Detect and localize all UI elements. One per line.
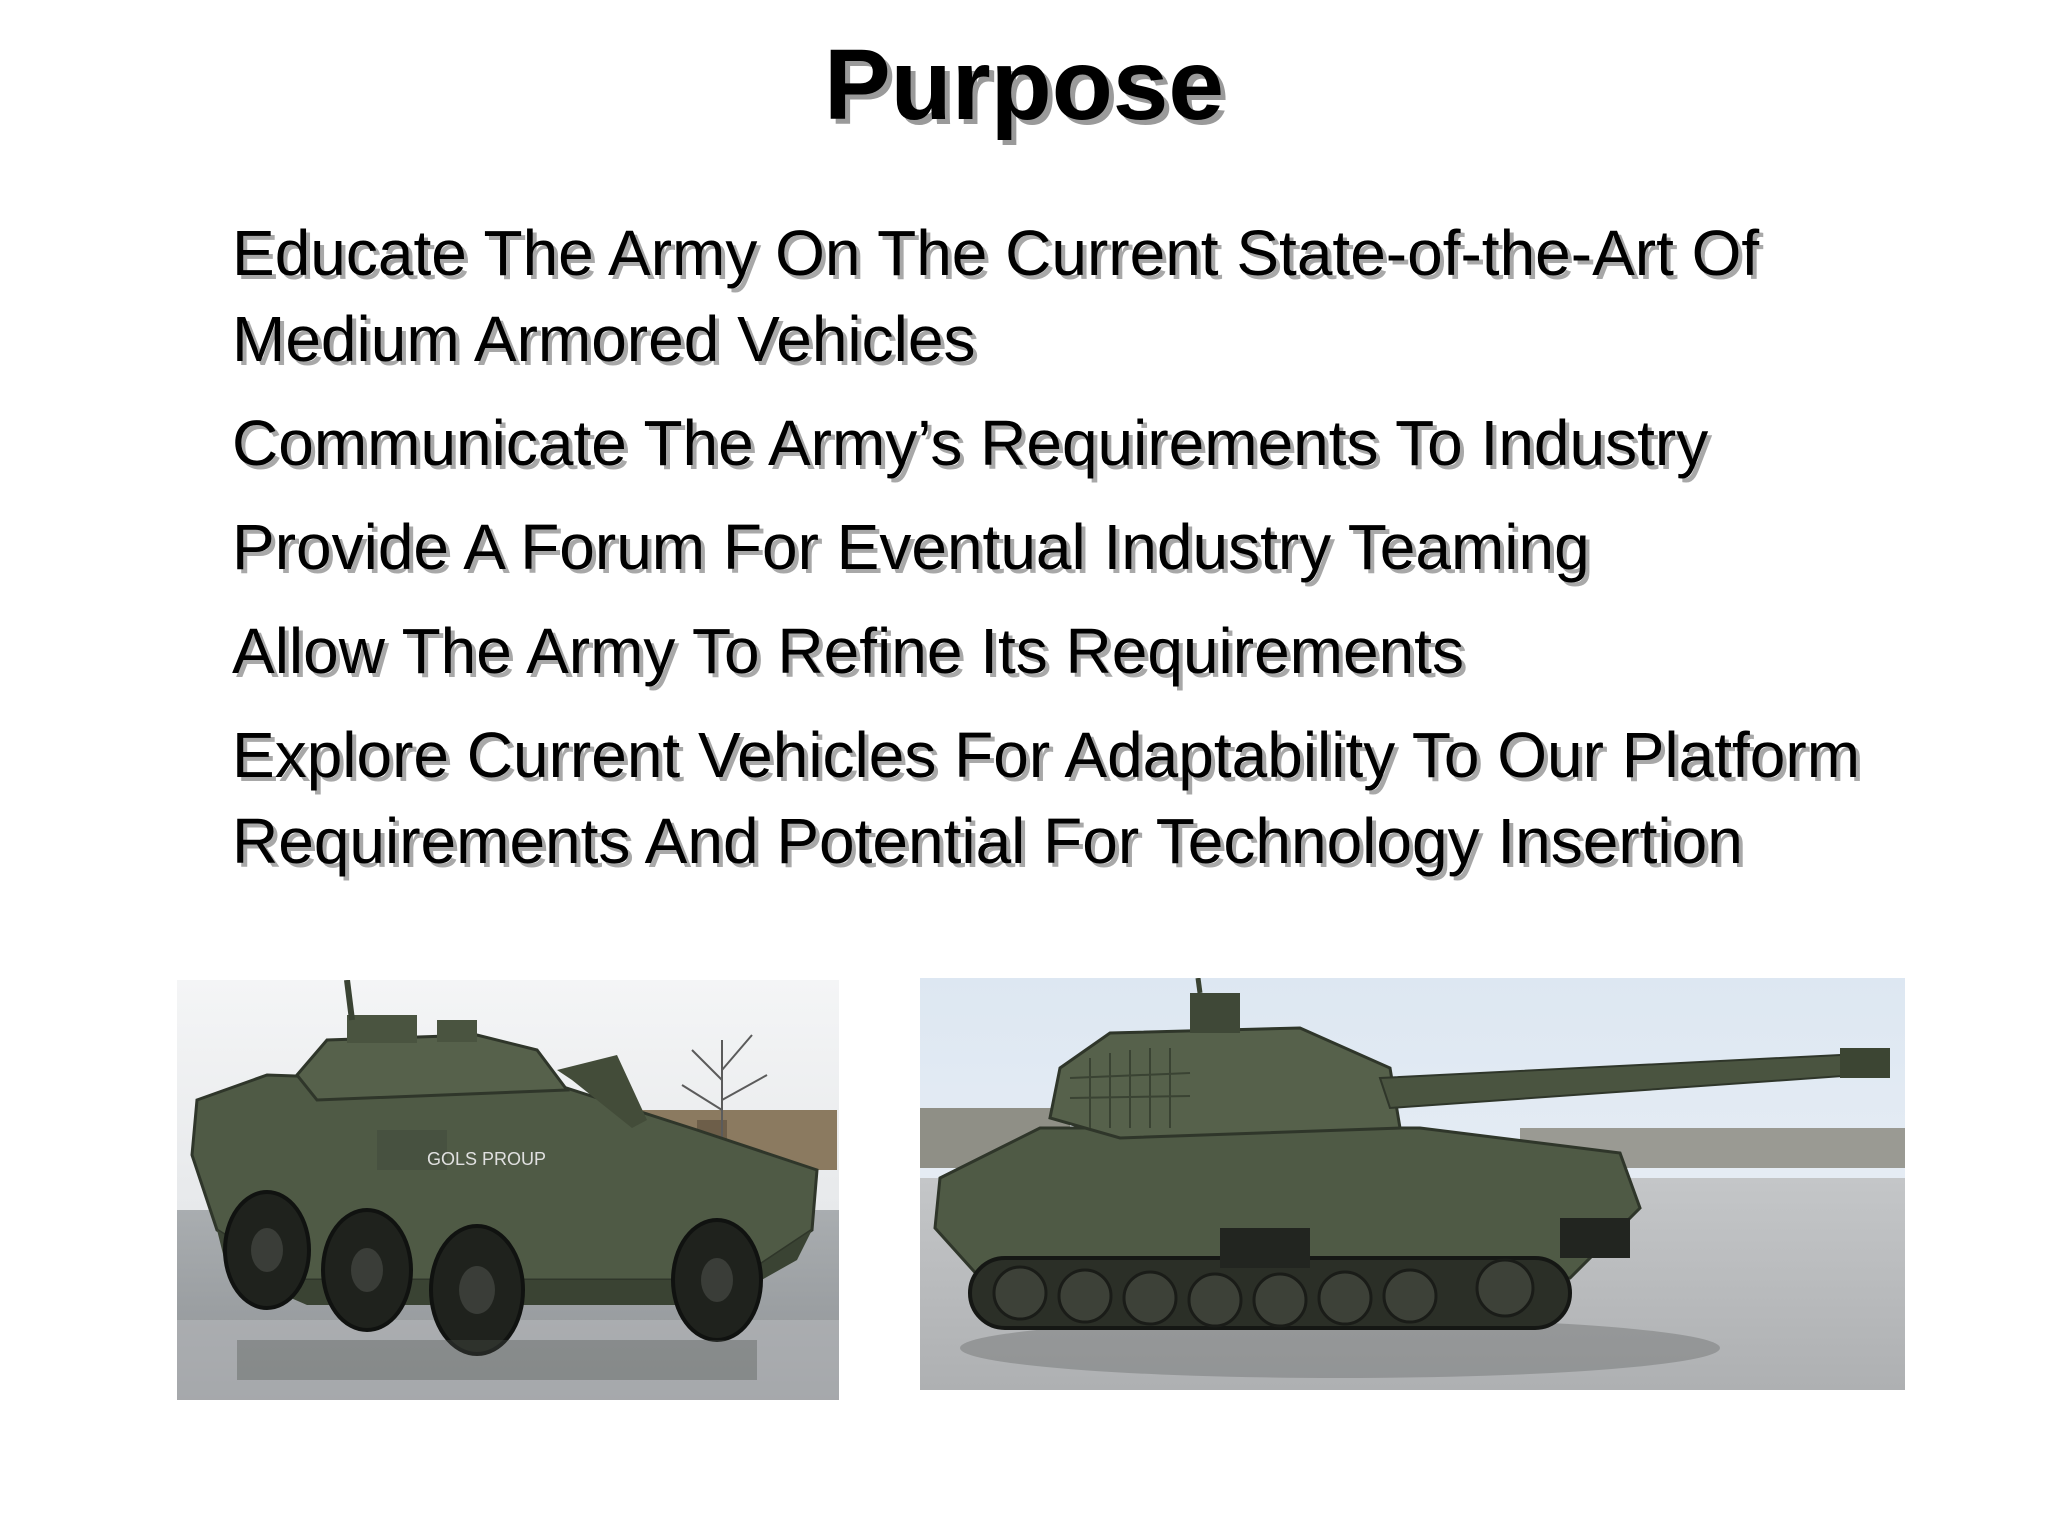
bullet-item: Communicate The Army’s Requirements To Industry (232, 407, 1709, 479)
wheeled-vehicle-photo (177, 980, 839, 1400)
bullet-list (232, 210, 1912, 902)
bullet-item: Educate The Army On The Current State-of-the-Art Of Medium Armored Vehicles (232, 217, 1760, 375)
bullet-item: Explore Current Vehicles For Adaptability To Our Platform Requirements And Potential For Technology Insertion (232, 719, 1860, 877)
vehicle-marking: GOLS PROUP (427, 1149, 547, 1169)
bullet-item: Provide A Forum For Eventual Industry Teaming (232, 511, 1590, 583)
slide-title: Purpose (823, 29, 1225, 141)
bullet-item: Allow The Army To Refine Its Requirements (232, 615, 1464, 687)
tracked-vehicle-photo (920, 978, 1905, 1390)
